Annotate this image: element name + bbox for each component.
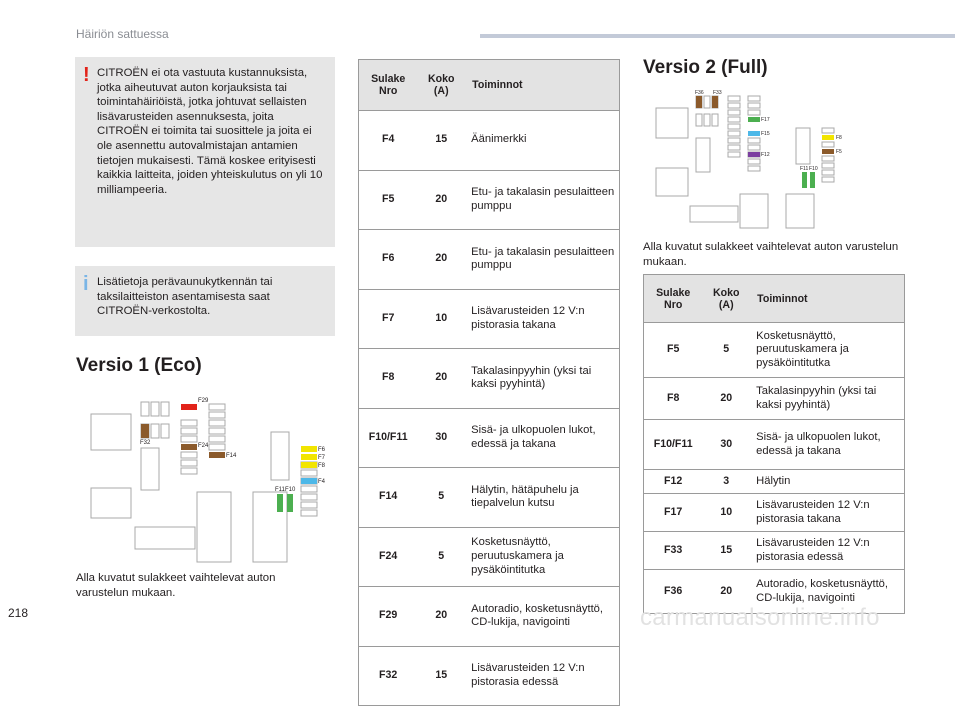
version1-fuse-table (358, 59, 620, 706)
cell-fn: Lisävarusteiden 12 V:n pistorasia takana (750, 494, 904, 532)
cell-fn: Etu- ja takalasin pesulaitteen pumppu (465, 230, 619, 290)
cell-koko: 5 (702, 323, 750, 378)
version1-fusebox-diagram (85, 392, 325, 564)
label-f12: F12 (761, 152, 770, 158)
cell-nro: F33 (644, 532, 703, 570)
cell-fn: Kosketusnäyttö, peruutuskamera ja pysäköintitutka (465, 527, 619, 587)
cell-fn: Lisävarusteiden 12 V:n pistorasia edessä (465, 646, 619, 706)
cell-koko: 15 (417, 646, 465, 706)
cell-koko: 20 (702, 378, 750, 420)
version2-caption: Alla kuvatut sulakkeet vaihtelevat auton varustelun mukaan. (643, 241, 899, 268)
cell-fn: Sisä- ja ulkopuolen lukot, edessä ja takana (465, 408, 619, 468)
cell-koko: 5 (417, 468, 465, 528)
label-f8: F8 (318, 463, 326, 469)
label-f11: F11 (800, 166, 809, 172)
page-number: 218 (8, 606, 29, 620)
label-f32: F32 (140, 440, 151, 446)
cell-fn: Etu- ja takalasin pesulaitteen pumppu (465, 170, 619, 230)
column-header-toiminnot: Toiminnot (750, 275, 904, 323)
table-header-row (359, 60, 620, 111)
cell-nro: F36 (644, 570, 703, 614)
cell-nro: F10/F11 (359, 408, 418, 468)
cell-nro: F14 (359, 468, 418, 528)
label-f4: F4 (318, 479, 326, 485)
label-f15: F15 (761, 131, 770, 137)
cell-koko: 10 (702, 494, 750, 532)
page-header-title: Häiriön sattuessa (76, 27, 169, 41)
table-row (359, 111, 620, 171)
label-f29: F29 (198, 398, 209, 404)
version2-fusebox-diagram (650, 88, 870, 230)
version2-fuse-table (643, 274, 905, 614)
label-f5: F5 (836, 149, 842, 155)
cell-fn: Lisävarusteiden 12 V:n pistorasia edessä (750, 532, 904, 570)
table-row (359, 170, 620, 230)
cell-koko: 10 (417, 289, 465, 349)
table-row (359, 408, 620, 468)
column-header-nro: Sulake Nro (359, 60, 418, 111)
table-header-row (644, 275, 905, 323)
label-f10: F10 (809, 166, 818, 172)
label-f11: F11 (275, 487, 285, 493)
cell-nro: F5 (644, 323, 703, 378)
cell-koko: 5 (417, 527, 465, 587)
label-f33: F33 (713, 90, 722, 96)
table-row (644, 378, 905, 420)
table-row (359, 646, 620, 706)
table-row (644, 470, 905, 494)
cell-nro: F4 (359, 111, 418, 171)
exclamation-icon: ! (83, 64, 90, 86)
column-header-koko: Koko (A) (702, 275, 750, 323)
cell-nro: F6 (359, 230, 418, 290)
version1-title: Versio 1 (Eco) (76, 355, 202, 376)
label-f7: F7 (318, 455, 326, 461)
cell-koko: 20 (702, 570, 750, 614)
cell-nro: F5 (359, 170, 418, 230)
cell-nro: F29 (359, 587, 418, 647)
label-f6: F6 (318, 447, 326, 453)
cell-koko: 15 (702, 532, 750, 570)
column-header-toiminnot: Toiminnot (465, 60, 619, 111)
cell-nro: F10/F11 (644, 420, 703, 470)
cell-fn: Autoradio, kosketusnäyttö, CD-lukija, navigointi (465, 587, 619, 647)
cell-koko: 20 (417, 587, 465, 647)
label-f10: F10 (285, 487, 296, 493)
label-f8: F8 (836, 135, 842, 141)
cell-koko: 20 (417, 349, 465, 409)
cell-fn: Äänimerkki (465, 111, 619, 171)
cell-koko: 15 (417, 111, 465, 171)
label-f36: F36 (695, 90, 704, 96)
cell-koko: 3 (702, 470, 750, 494)
table-row (644, 323, 905, 378)
table-row (644, 532, 905, 570)
cell-fn: Hälytin (750, 470, 904, 494)
cell-fn: Takalasinpyyhin (yksi tai kaksi pyyhintä) (750, 378, 904, 420)
cell-koko: 30 (702, 420, 750, 470)
cell-nro: F17 (644, 494, 703, 532)
cell-fn: Autoradio, kosketusnäyttö, CD-lukija, navigointi (750, 570, 904, 614)
cell-nro: F8 (644, 378, 703, 420)
cell-nro: F8 (359, 349, 418, 409)
cell-nro: F7 (359, 289, 418, 349)
warning-text: CITROËN ei ota vastuuta kustannuksista, jotka aiheutuvat auton korjauksista tai toimintahäiriöistä, jotka johtuvat sellaisten lisävarusteiden asennuksesta, joita CITROËN ei toimita tai suosittele ja joita ei ole asennettu autovalmistajan antamien tietojen mukaisesti. Tämä koskee erityisesti kaikkia laitteita, joiden yhteiskulutus on yli 10 milliampeeria. (97, 67, 323, 196)
table-row (359, 468, 620, 528)
column-header-nro: Sulake Nro (644, 275, 703, 323)
warning-notice (75, 57, 335, 247)
table-row (359, 349, 620, 409)
label-f24: F24 (198, 443, 209, 449)
table-row (644, 494, 905, 532)
cell-fn: Lisävarusteiden 12 V:n pistorasia takana (465, 289, 619, 349)
table-row (359, 289, 620, 349)
info-icon: i (83, 273, 89, 295)
cell-nro: F32 (359, 646, 418, 706)
cell-fn: Hälytin, hätäpuhelu ja tiepalvelun kutsu (465, 468, 619, 528)
cell-fn: Takalasinpyyhin (yksi tai kaksi pyyhintä) (465, 349, 619, 409)
version2-title: Versio 2 (Full) (643, 57, 768, 78)
cell-koko: 20 (417, 170, 465, 230)
label-f14: F14 (226, 453, 237, 459)
label-f17: F17 (761, 117, 770, 123)
table-row (359, 527, 620, 587)
info-text: Lisätietoja perävaunukytkennän tai taksilaitteiston asentamisesta saat CITROËN-verkostolta. (97, 276, 273, 318)
table-row (644, 420, 905, 470)
cell-fn: Sisä- ja ulkopuolen lukot, edessä ja takana (750, 420, 904, 470)
cell-nro: F24 (359, 527, 418, 587)
cell-koko: 30 (417, 408, 465, 468)
table-row (359, 230, 620, 290)
table-row (359, 587, 620, 647)
column-header-koko: Koko (A) (417, 60, 465, 111)
cell-fn: Kosketusnäyttö, peruutuskamera ja pysäköintitutka (750, 323, 904, 378)
header-rule (480, 34, 955, 38)
cell-koko: 20 (417, 230, 465, 290)
cell-nro: F12 (644, 470, 703, 494)
info-notice (75, 266, 335, 336)
version1-caption: Alla kuvatut sulakkeet vaihtelevat auton varustelun mukaan. (76, 572, 276, 599)
watermark: carmanualsonline.info (640, 604, 880, 631)
